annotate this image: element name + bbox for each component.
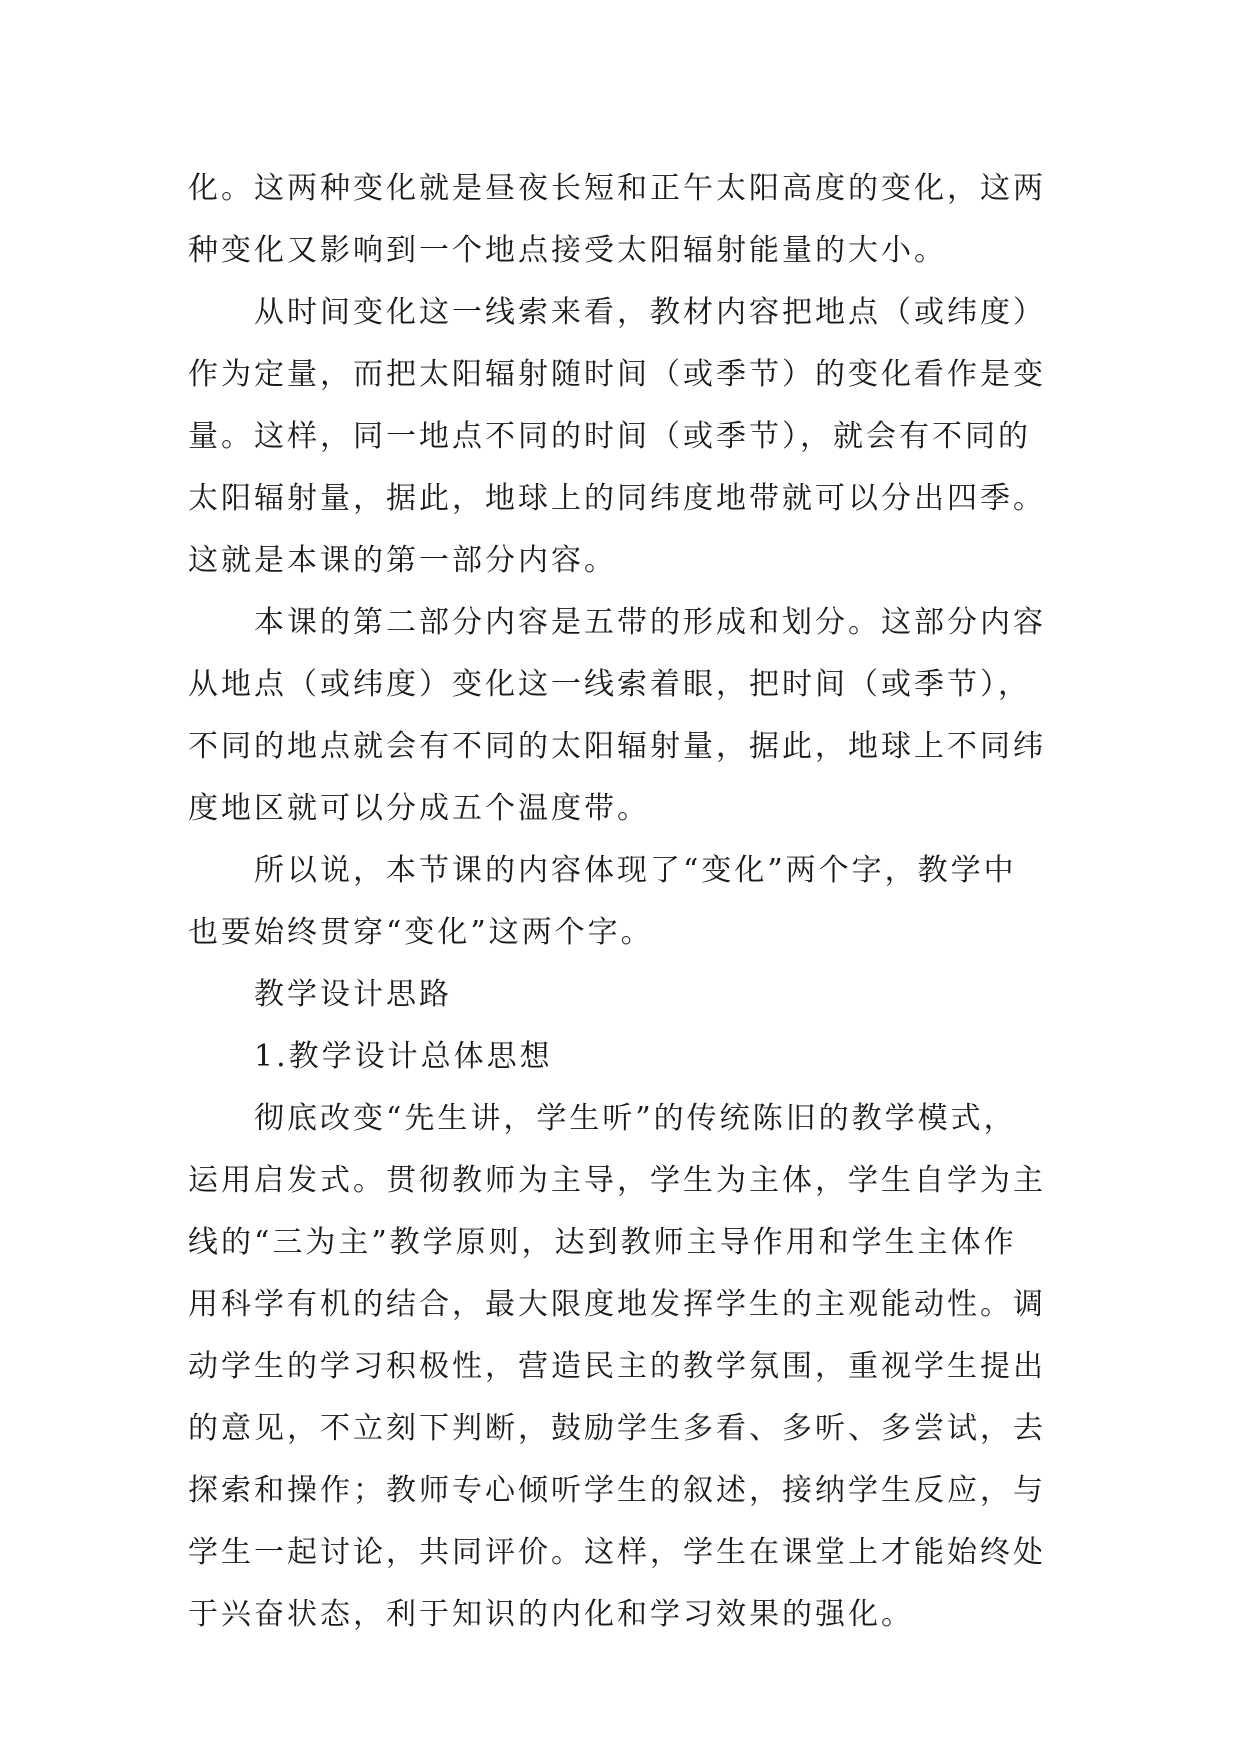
text-line: 于兴奋状态，利于知识的内化和学习效果的强化。: [188, 1597, 914, 1632]
text-line: 线的“三为主”教学原则，达到教师主导作用和学生主体作: [188, 1225, 1017, 1260]
section-heading: 教学设计思路: [254, 977, 452, 1012]
paragraph-start-line: 本课的第二部分内容是五带的形成和划分。这部分内容: [254, 605, 1046, 640]
text-line: 的意见，不立刻下判断，鼓励学生多看、多听、多尝试，去: [188, 1411, 1046, 1446]
subsection-heading: 1.教学设计总体思想: [254, 1039, 553, 1074]
text-line: 作为定量，而把太阳辐射随时间（或季节）的变化看作是变: [188, 357, 1046, 392]
text-line: 化。这两种变化就是昼夜长短和正午太阳高度的变化，这两: [188, 171, 1046, 206]
text-line: 探索和操作；教师专心倾听学生的叙述，接纳学生反应，与: [188, 1473, 1046, 1508]
text-line: 学生一起讨论，共同评价。这样，学生在课堂上才能始终处: [188, 1535, 1046, 1570]
text-line: 度地区就可以分成五个温度带。: [188, 791, 650, 826]
text-line: 用科学有机的结合，最大限度地发挥学生的主观能动性。调: [188, 1287, 1046, 1322]
text-line: 运用启发式。贯彻教师为主导，学生为主体，学生自学为主: [188, 1163, 1046, 1198]
text-line: 不同的地点就会有不同的太阳辐射量，据此，地球上不同纬: [188, 729, 1046, 764]
text-line: 太阳辐射量，据此，地球上的同纬度地带就可以分出四季。: [188, 481, 1046, 516]
paragraph-start-line: 所以说，本节课的内容体现了“变化”两个字，教学中: [254, 853, 1017, 888]
text-line: 从地点（或纬度）变化这一线索着眼，把时间（或季节），: [188, 667, 1031, 702]
text-line: 量。这样，同一地点不同的时间（或季节），就会有不同的: [188, 419, 1031, 454]
text-line: 也要始终贯穿“变化”这两个字。: [188, 915, 654, 950]
paragraph-start-line: 彻底改变“先生讲，学生听”的传统陈旧的教学模式，: [254, 1101, 1017, 1136]
text-line: 动学生的学习积极性，营造民主的教学氛围，重视学生提出: [188, 1349, 1046, 1384]
text-line: 这就是本课的第一部分内容。: [188, 543, 617, 578]
paragraph-start-line: 从时间变化这一线索来看，教材内容把地点（或纬度）: [254, 295, 1046, 330]
text-line: 种变化又影响到一个地点接受太阳辐射能量的大小。: [188, 233, 947, 268]
document-body: [188, 158, 1068, 1646]
